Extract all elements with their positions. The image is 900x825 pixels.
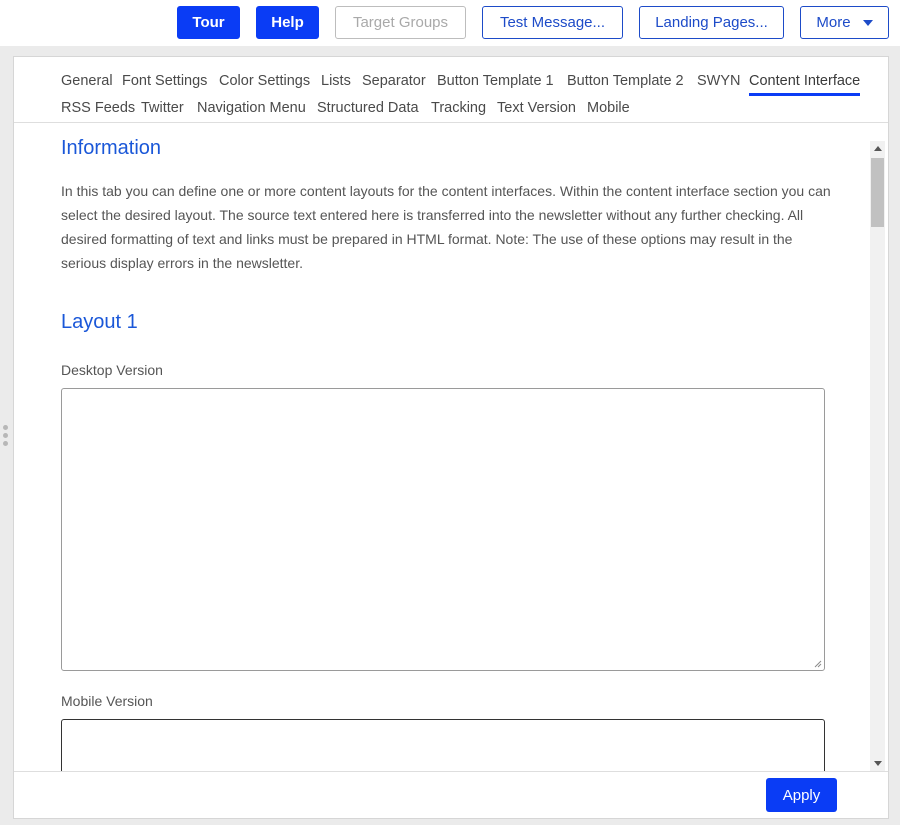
scroll-down-button[interactable]: [870, 756, 885, 771]
tab-separator[interactable]: Separator: [362, 73, 426, 89]
tab-content-interface[interactable]: Content Interface: [749, 73, 860, 96]
tab-lists[interactable]: Lists: [321, 73, 351, 89]
tab-tracking[interactable]: Tracking: [431, 100, 487, 116]
tab-general[interactable]: General: [61, 73, 113, 89]
help-button[interactable]: Help: [256, 6, 319, 39]
top-toolbar: [0, 0, 900, 46]
more-dropdown-button[interactable]: [800, 6, 889, 39]
tab-structured-data[interactable]: Structured Data: [317, 100, 419, 116]
settings-panel: [13, 56, 889, 819]
tab-color-settings[interactable]: Color Settings: [219, 73, 311, 89]
tab-button-template-2[interactable]: Button Template 2: [567, 73, 684, 89]
tab-font-settings[interactable]: Font Settings: [122, 73, 208, 89]
information-text: In this tab you can define one or more content layouts for the content interfaces. Within the content interface section you can select the desired layout. The source text entered here is transferred into the newsletter without any further checking. All desired formatting of text and links must be prepared in HTML format. Note: The use of these options may result in the serious display errors in the newsletter.: [61, 183, 831, 271]
apply-button[interactable]: Apply: [766, 778, 837, 812]
desktop-version-textarea[interactable]: [61, 388, 825, 671]
tab-swyn[interactable]: SWYN: [697, 73, 741, 89]
mobile-version-label: Mobile Version: [61, 693, 153, 709]
layout-heading: Layout 1: [61, 311, 138, 333]
more-label: More: [816, 14, 851, 31]
tour-button[interactable]: Tour: [177, 6, 240, 39]
content-area: [61, 123, 851, 771]
tab-button-template-1[interactable]: Button Template 1: [437, 73, 554, 89]
footer-divider: [14, 771, 888, 772]
arrow-down-icon: [874, 761, 882, 766]
landing-pages-button[interactable]: Landing Pages...: [639, 6, 784, 39]
resize-grip-icon[interactable]: [814, 660, 822, 668]
scroll-up-button[interactable]: [870, 141, 885, 156]
resize-handle-icon[interactable]: [3, 425, 9, 449]
target-groups-button[interactable]: Target Groups: [335, 6, 466, 39]
tab-twitter[interactable]: Twitter: [141, 100, 184, 116]
test-message-button[interactable]: Test Message...: [482, 6, 623, 39]
tab-mobile[interactable]: Mobile: [587, 100, 630, 116]
tab-rss-feeds[interactable]: RSS Feeds: [61, 100, 136, 116]
information-heading: Information: [61, 137, 162, 159]
mobile-version-textarea[interactable]: [61, 719, 825, 771]
arrow-up-icon: [874, 146, 882, 151]
chevron-down-icon: [863, 20, 873, 26]
scrollbar-thumb[interactable]: [871, 158, 884, 227]
desktop-version-label: Desktop Version: [61, 362, 163, 378]
vertical-scrollbar[interactable]: [870, 141, 885, 771]
tab-navigation-menu[interactable]: Navigation Menu: [197, 100, 306, 116]
tab-text-version[interactable]: Text Version: [497, 100, 576, 116]
